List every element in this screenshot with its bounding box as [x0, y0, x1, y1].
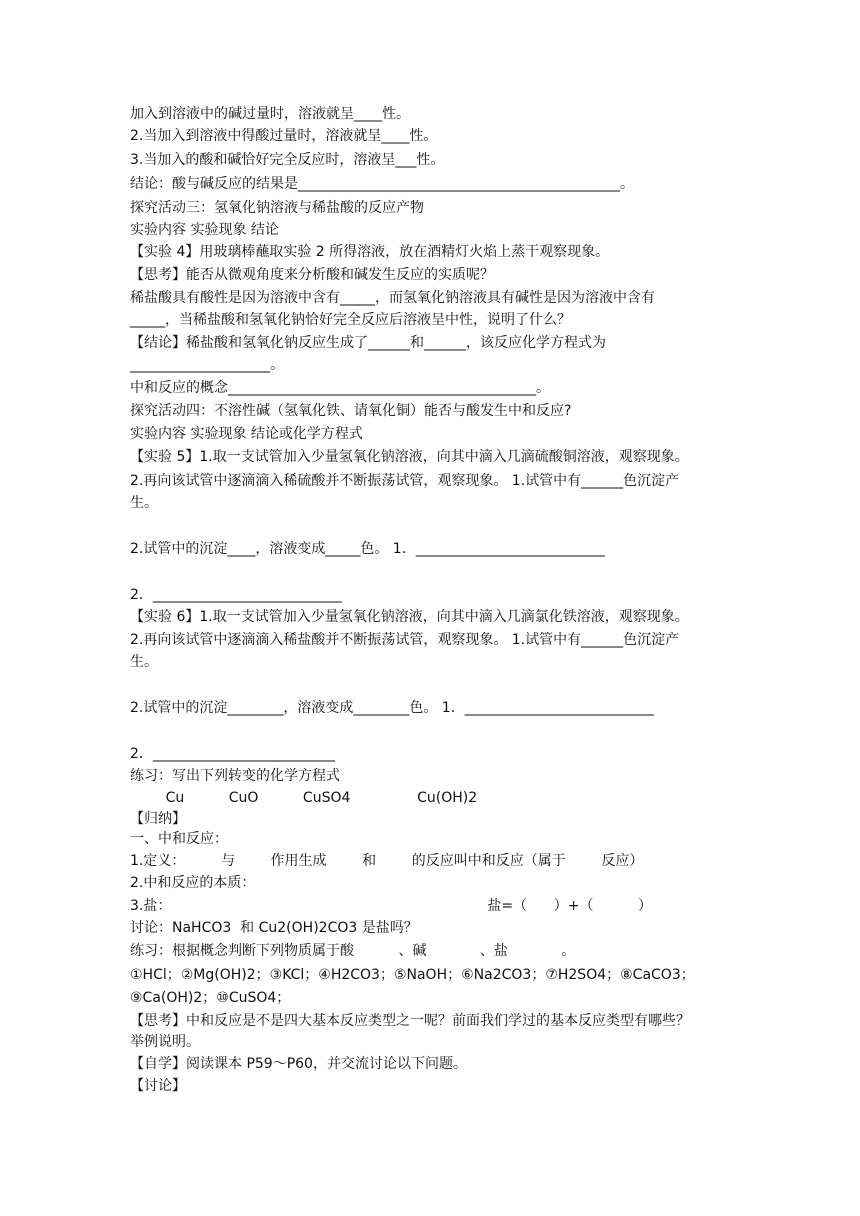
text-line-24: 2.试管中的沉淀________，溶液变成________色。 1．___________________________	[130, 700, 654, 716]
text-line-2: 2.当加入到溶液中得酸过量时，溶液就呈____性。	[130, 128, 438, 144]
text-line-18: 生。	[130, 495, 158, 511]
self-study-line: 【自学】阅读课本 P59～P60，并交流讨论以下问题。	[130, 1056, 467, 1072]
exercise-heading: 练习：写出下列转变的化学方程式	[130, 768, 340, 784]
conversion-chain: Cu CuO CuSO4 Cu(OH)2	[130, 790, 478, 806]
text-line-23: 生。	[130, 654, 158, 670]
text-line-38: 举例说明。	[130, 1034, 200, 1050]
think-line: 【思考】能否从微观角度来分析酸和碱发生反应的实质呢？	[130, 267, 494, 283]
substances-line-2: ⑨Ca(OH)2；⑩CuSO4；	[130, 990, 291, 1006]
experiment-4: 【实验 4】用玻璃棒蘸取实验 2 所得溶液，放在酒精灯火焰上蒸干观察现象。	[130, 244, 610, 260]
definition-line: 1.定义： 与 作用生成 和 的反应叫中和反应（属于 反应）	[130, 853, 644, 869]
neutralization-concept: 中和反应的概念____________________________________________。	[130, 380, 550, 396]
text-line-9: 稀盐酸具有酸性是因为溶液中含有_____，而氢氧化钠溶液具有碱性是因为溶液中含有	[130, 290, 655, 306]
conclusion-line-2: 【结论】稀盐酸和氢氧化钠反应生成了______和______，该反应化学方程式为	[130, 335, 606, 351]
text-line-12: ____________________。	[130, 357, 284, 373]
text-line-10: _____，当稀盐酸和氢氧化钠恰好完全反应后溶液呈中性，说明了什么？	[130, 312, 571, 328]
essence-line: 2.中和反应的本质：	[130, 875, 256, 891]
text-line-1: 加入到溶液中的碱过量时，溶液就呈____性。	[130, 106, 410, 122]
activity-4-heading: 探究活动四：不溶性碱（氢氧化铁、请氧化铜）能否与酸发生中和反应?	[130, 403, 572, 419]
discussion-line: 讨论：NaHCO3 和 Cu2(OH)2CO3 是盐吗？	[130, 920, 418, 936]
text-line-25: 2．__________________________	[130, 746, 335, 762]
text-line-20: 2．___________________________	[130, 587, 342, 603]
conclusion-line: 结论：酸与碱反应的结果是______________________________________________。	[130, 176, 634, 192]
salt-line: 3.盐： 盐=（ ）+（ ）	[130, 898, 652, 914]
experiment-5: 【实验 5】1.取一支试管加入少量氢氧化钠溶液，向其中滴入几滴硫酸铜溶液，观察现象。	[130, 449, 689, 465]
discussion-heading: 【讨论】	[130, 1078, 186, 1094]
summary-heading: 【归纳】	[130, 811, 186, 827]
experiment-6: 【实验 6】1.取一支试管加入少量氢氧化钠溶液，向其中滴入几滴氯化铁溶液，观察现象。	[130, 609, 689, 625]
section-1-heading: 一、中和反应：	[130, 831, 228, 847]
exercise-line: 练习：根据概念判断下列物质属于酸 、碱 、盐 。	[130, 943, 576, 959]
think-line-2: 【思考】中和反应是不是四大基本反应类型之一呢？前面我们学过的基本反应类型有哪些？	[130, 1013, 690, 1029]
text-line-3: 3.当加入的酸和碱恰好完全反应时，溶液呈___性。	[130, 152, 445, 168]
text-line-22: 2.再向该试管中逐滴滴入稀盐酸并不断振荡试管，观察现象。 1.试管中有______色沉淀产	[130, 632, 680, 648]
table-header-3: 实验内容 实验现象 结论	[130, 222, 279, 238]
table-header-4: 实验内容 实验现象 结论或化学方程式	[130, 426, 363, 442]
substances-line-1: ①HCl；②Mg(OH)2；③KCl；④H2CO3；⑤NaOH；⑥Na2CO3；⑦H2SO4；⑧CaCO3；	[130, 967, 695, 983]
text-line-17: 2.再向该试管中逐滴滴入稀硫酸并不断振荡试管，观察现象。 1.试管中有______色沉淀产	[130, 473, 680, 489]
text-line-19: 2.试管中的沉淀____，溶液变成_____色。 1．___________________________	[130, 541, 605, 557]
activity-3-heading: 探究活动三：氢氧化钠溶液与稀盐酸的反应产物	[130, 200, 424, 216]
